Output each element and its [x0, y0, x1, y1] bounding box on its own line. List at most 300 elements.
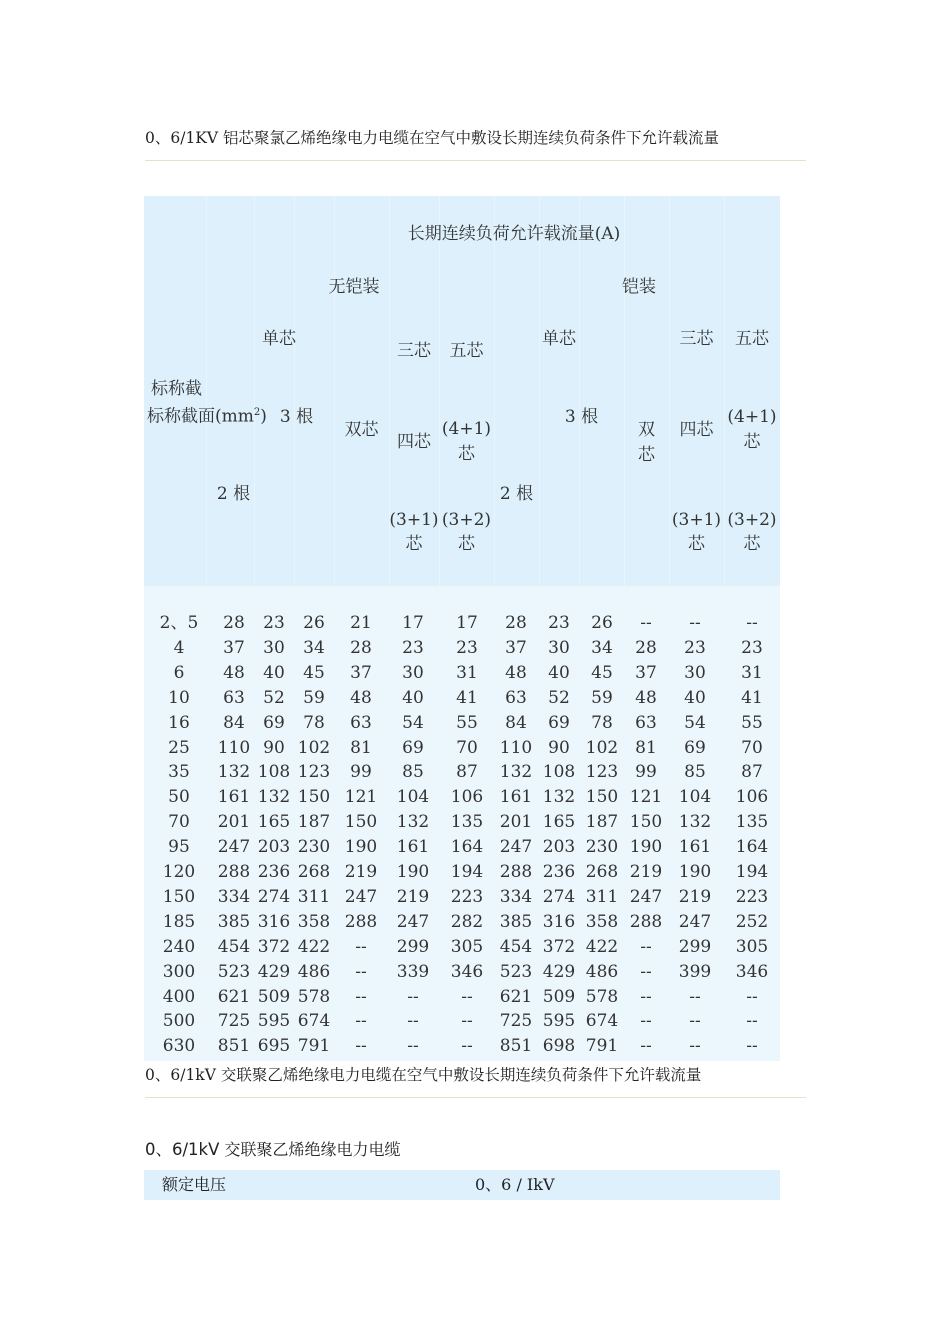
- table-cell: 23: [456, 637, 478, 658]
- header-single-core-armored: 单芯: [542, 329, 576, 349]
- table-cell: 135: [735, 812, 769, 833]
- table1-title: 0、6/1KV 铝芯聚氯乙烯绝缘电力电缆在空气中敷设长期连续负荷条件下允许载流量: [145, 129, 720, 147]
- table-cell: 21: [350, 613, 372, 633]
- table-cell: 422: [585, 936, 619, 957]
- table-cell: --: [640, 961, 652, 982]
- table-cell: --: [461, 1036, 473, 1057]
- header-main: 长期连续负荷允许载流量(A): [407, 224, 621, 244]
- table-cell: 509: [542, 986, 576, 1007]
- table-cell: --: [746, 613, 758, 633]
- table-cell: 135: [450, 812, 484, 833]
- table-cell: 399: [678, 961, 712, 982]
- table-cell: 161: [499, 787, 533, 808]
- cell-cross-section: 2、5: [159, 613, 199, 633]
- table-row: [144, 636, 780, 661]
- table-cell: 150: [297, 787, 331, 808]
- table-cell: 87: [456, 762, 478, 783]
- table-cell: --: [640, 1036, 652, 1057]
- table-cell: 725: [217, 1011, 251, 1032]
- table-cell: 190: [629, 837, 663, 858]
- table-cell: 70: [741, 737, 763, 758]
- table-cell: 84: [223, 712, 245, 733]
- table-cell: 791: [585, 1036, 619, 1057]
- table-cell: 422: [297, 936, 331, 957]
- table-row: [144, 611, 780, 636]
- table-cell: 523: [499, 961, 533, 982]
- table-cell: 621: [499, 986, 533, 1007]
- table-cell: 230: [297, 837, 331, 858]
- table-cell: 23: [263, 613, 285, 633]
- table-cell: 358: [585, 911, 619, 932]
- table-cell: 201: [217, 812, 251, 833]
- table-cell: 305: [735, 936, 769, 957]
- table-cell: 274: [542, 886, 576, 907]
- header-three-plus-one-armored: (3+1): [671, 510, 722, 530]
- table-cell: 23: [741, 637, 763, 658]
- table-cell: 55: [456, 712, 478, 733]
- table-cell: 358: [297, 911, 331, 932]
- table-cell: 791: [297, 1036, 331, 1057]
- table-cell: 247: [499, 837, 533, 858]
- table-cell: 247: [344, 886, 378, 907]
- column-divider: [294, 196, 295, 586]
- table-cell: 288: [499, 862, 533, 882]
- table-cell: 102: [297, 737, 331, 758]
- table-row: [144, 785, 780, 810]
- table-cell: --: [355, 1011, 367, 1032]
- table-cell: 99: [635, 762, 657, 783]
- cell-cross-section: 16: [168, 712, 190, 733]
- cell-cross-section: 6: [173, 662, 185, 683]
- table-cell: 132: [217, 762, 251, 783]
- table-cell: 486: [297, 961, 331, 982]
- table-cell: 385: [217, 911, 251, 932]
- table-cell: 132: [257, 787, 291, 808]
- table-cell: 63: [223, 687, 245, 708]
- table-cell: 37: [350, 662, 372, 683]
- column-divider: [539, 196, 540, 586]
- cell-cross-section: 10: [168, 687, 190, 708]
- table-cell: 63: [505, 687, 527, 708]
- table-cell: 203: [257, 837, 291, 858]
- table-cell: 59: [591, 687, 613, 708]
- table-cell: 108: [542, 762, 576, 783]
- table-cell: 236: [542, 862, 576, 882]
- table-cell: 851: [217, 1036, 251, 1057]
- table-cell: 104: [396, 787, 430, 808]
- table-cell: 45: [303, 662, 325, 683]
- table-cell: 247: [678, 911, 712, 932]
- cell-cross-section: 300: [162, 961, 196, 982]
- header-five-core-unarmored: 五芯: [449, 341, 484, 361]
- table-cell: 454: [499, 936, 533, 957]
- column-divider: [494, 196, 495, 586]
- section-title: 0、6/1kV 交联聚乙烯绝缘电力电缆: [145, 1140, 401, 1159]
- table-cell: 311: [585, 886, 619, 907]
- table-cell: 164: [735, 837, 769, 858]
- table-cell: 346: [450, 961, 484, 982]
- table-cell: 40: [684, 687, 706, 708]
- table-cell: 55: [741, 712, 763, 733]
- header-four-core-armored: 四芯: [679, 420, 714, 440]
- table-cell: 595: [542, 1011, 576, 1032]
- table-cell: 695: [257, 1036, 291, 1057]
- table-cell: 201: [499, 812, 533, 833]
- table-cell: 37: [635, 662, 657, 683]
- table-cell: 40: [548, 662, 570, 683]
- header-four-plus-one-core-unarmored: 芯: [458, 444, 475, 464]
- header-three-roots-armored: 3 根: [564, 407, 599, 427]
- table-cell: --: [355, 986, 367, 1007]
- header-two-roots-armored: 2 根: [499, 484, 534, 504]
- cell-cross-section: 500: [162, 1011, 196, 1032]
- table-cell: 34: [303, 637, 325, 658]
- table-cell: 190: [344, 837, 378, 858]
- cell-cross-section: 400: [162, 986, 196, 1007]
- table-cell: 78: [591, 712, 613, 733]
- table-cell: 725: [499, 1011, 533, 1032]
- table-cell: 851: [499, 1036, 533, 1057]
- table-cell: --: [461, 986, 473, 1007]
- table-cell: 268: [585, 862, 619, 882]
- table-cell: 165: [257, 812, 291, 833]
- header-three-plus-one-unarmored: (3+1): [389, 510, 439, 530]
- column-divider: [206, 196, 207, 586]
- table-row: [144, 935, 780, 960]
- rated-voltage-value: 0、6 / IkV: [475, 1175, 555, 1194]
- table-cell: 247: [629, 886, 663, 907]
- table-cell: 54: [684, 712, 706, 733]
- table-cell: --: [640, 1011, 652, 1032]
- table-cell: 578: [297, 986, 331, 1007]
- table-cell: --: [689, 1011, 701, 1032]
- table-cell: 311: [297, 886, 331, 907]
- table-cell: --: [407, 986, 419, 1007]
- table-cell: 236: [257, 862, 291, 882]
- table-cell: 621: [217, 986, 251, 1007]
- table-row: [144, 1009, 780, 1034]
- table-cell: 334: [217, 886, 251, 907]
- table-cell: 31: [741, 662, 763, 683]
- header-armored: 铠装: [622, 277, 656, 297]
- header-three-plus-two-core-unarmored: 芯: [458, 534, 475, 554]
- table-cell: 41: [456, 687, 478, 708]
- table-cell: 69: [402, 737, 424, 758]
- table-cell: 252: [735, 911, 769, 932]
- table-cell: 48: [505, 662, 527, 683]
- table-cell: 316: [257, 911, 291, 932]
- table-cell: 187: [585, 812, 619, 833]
- cell-cross-section: 185: [162, 911, 196, 932]
- table-cell: --: [746, 1011, 758, 1032]
- table-row: [144, 760, 780, 785]
- table-cell: 110: [499, 737, 533, 758]
- table-cell: 288: [344, 911, 378, 932]
- table-cell: 48: [350, 687, 372, 708]
- table-cell: 121: [629, 787, 663, 808]
- table-row: [144, 910, 780, 935]
- table-cell: 123: [297, 762, 331, 783]
- divider-top: [145, 160, 806, 161]
- table-cell: 110: [217, 737, 251, 758]
- table-row: [144, 711, 780, 736]
- table-cell: 37: [505, 637, 527, 658]
- table-cell: 69: [684, 737, 706, 758]
- table-cell: 190: [396, 862, 430, 882]
- table-cell: 268: [297, 862, 331, 882]
- header-four-plus-one-unarmored: (4+1): [441, 419, 492, 439]
- table-cell: 161: [217, 787, 251, 808]
- table-cell: 106: [735, 787, 769, 808]
- cell-cross-section: 70: [168, 812, 190, 833]
- table-cell: 45: [591, 662, 613, 683]
- table-cell: 247: [217, 837, 251, 858]
- table-row: [144, 736, 780, 761]
- table-cell: 223: [450, 886, 484, 907]
- table-cell: 299: [396, 936, 430, 957]
- table-cell: 63: [350, 712, 372, 733]
- table-row: [144, 885, 780, 910]
- table-cell: 305: [450, 936, 484, 957]
- table-cell: 523: [217, 961, 251, 982]
- table-cell: --: [355, 936, 367, 957]
- table-cell: 30: [402, 662, 424, 683]
- table-cell: 31: [456, 662, 478, 683]
- table-cell: 23: [548, 613, 570, 633]
- cell-cross-section: 120: [162, 862, 196, 882]
- column-divider: [254, 196, 255, 586]
- table-cell: --: [689, 986, 701, 1007]
- table-cell: 429: [257, 961, 291, 982]
- table-cell: 40: [402, 687, 424, 708]
- header-twin-core-armored-2: 芯: [638, 445, 655, 465]
- table-cell: 28: [505, 613, 527, 633]
- table-cell: 219: [678, 886, 712, 907]
- table-row: [144, 686, 780, 711]
- table-cell: --: [355, 961, 367, 982]
- table-cell: 26: [303, 613, 325, 633]
- table-cell: 372: [542, 936, 576, 957]
- table-cell: 165: [542, 812, 576, 833]
- table-cell: 486: [585, 961, 619, 982]
- divider-bottom: [145, 1097, 806, 1098]
- table-cell: 288: [629, 911, 663, 932]
- table-row: [144, 860, 780, 885]
- table-cell: 17: [456, 613, 478, 633]
- header-three-plus-one-core-unarmored: 芯: [405, 534, 423, 554]
- table-cell: 37: [223, 637, 245, 658]
- table-cell: 161: [396, 837, 430, 858]
- table-cell: 194: [735, 862, 769, 882]
- table-cell: --: [407, 1011, 419, 1032]
- header-twin-core-unarmored: 双芯: [344, 420, 379, 440]
- cell-cross-section: 25: [168, 737, 190, 758]
- table-cell: 104: [678, 787, 712, 808]
- table-cell: 23: [402, 637, 424, 658]
- table-cell: 372: [257, 936, 291, 957]
- table-cell: 334: [499, 886, 533, 907]
- header-three-core-unarmored: 三芯: [397, 341, 431, 361]
- table-cell: 299: [678, 936, 712, 957]
- table-cell: 194: [450, 862, 484, 882]
- table-cell: 164: [450, 837, 484, 858]
- table-cell: 698: [542, 1036, 576, 1057]
- table-cell: 346: [735, 961, 769, 982]
- table-cell: 132: [542, 787, 576, 808]
- table-row: [144, 960, 780, 985]
- table-cell: 132: [499, 762, 533, 783]
- header-two-roots-unarmored: 2 根: [216, 484, 251, 504]
- table-cell: 30: [548, 637, 570, 658]
- table-cell: 70: [456, 737, 478, 758]
- table-cell: 161: [678, 837, 712, 858]
- cell-cross-section: 95: [168, 837, 190, 858]
- table-cell: 247: [396, 911, 430, 932]
- header-three-plus-two-core-armored: 芯: [743, 534, 761, 554]
- table-cell: 41: [741, 687, 763, 708]
- table-cell: 187: [297, 812, 331, 833]
- table-cell: 90: [263, 737, 285, 758]
- table-cell: 63: [635, 712, 657, 733]
- table-caption: 0、6/1kV 交联聚乙烯绝缘电力电缆在空气中敷设长期连续负荷条件下允许载流量: [145, 1066, 702, 1084]
- table-cell: 595: [257, 1011, 291, 1032]
- table-cell: 219: [344, 862, 378, 882]
- table-cell: 123: [585, 762, 619, 783]
- table-row: [144, 661, 780, 686]
- table-cell: 52: [263, 687, 285, 708]
- table-cell: 230: [585, 837, 619, 858]
- cell-cross-section: 4: [173, 637, 185, 658]
- table-cell: --: [407, 1036, 419, 1057]
- header-section-1: 标称截: [151, 379, 202, 399]
- header-three-core-armored: 三芯: [679, 329, 714, 349]
- column-divider: [579, 196, 580, 586]
- table-cell: 34: [591, 637, 613, 658]
- table-cell: 203: [542, 837, 576, 858]
- cell-cross-section: 35: [168, 762, 190, 783]
- table-cell: 84: [505, 712, 527, 733]
- table-cell: 274: [257, 886, 291, 907]
- table-cell: 282: [450, 911, 484, 932]
- table-cell: 85: [402, 762, 424, 783]
- table-cell: 150: [585, 787, 619, 808]
- cell-cross-section: 50: [168, 787, 190, 808]
- cell-cross-section: 240: [162, 936, 196, 957]
- table-cell: 28: [350, 637, 372, 658]
- table-row: [144, 835, 780, 860]
- table-cell: 40: [263, 662, 285, 683]
- table-cell: 288: [217, 862, 251, 882]
- table-cell: 509: [257, 986, 291, 1007]
- header-three-roots-unarmored: 3 根: [279, 407, 314, 427]
- table-cell: --: [689, 613, 701, 633]
- table-cell: 132: [678, 812, 712, 833]
- table-cell: 106: [450, 787, 484, 808]
- table-cell: 150: [344, 812, 378, 833]
- table-cell: 17: [402, 613, 424, 633]
- header-three-plus-two-unarmored: (3+2): [441, 510, 492, 530]
- table-cell: 99: [350, 762, 372, 783]
- table-cell: 52: [548, 687, 570, 708]
- table-cell: 30: [684, 662, 706, 683]
- header-three-plus-one-core-armored: 芯: [688, 534, 705, 554]
- table-cell: 23: [684, 637, 706, 658]
- rated-voltage-row: [144, 1170, 780, 1200]
- table-cell: 81: [635, 737, 657, 758]
- column-divider: [334, 196, 335, 586]
- table-header: [144, 196, 780, 586]
- table-cell: 28: [223, 613, 245, 633]
- table-row: [144, 985, 780, 1010]
- table-cell: 190: [678, 862, 712, 882]
- table-cell: 132: [396, 812, 430, 833]
- table-cell: 48: [635, 687, 657, 708]
- table-cell: --: [640, 986, 652, 1007]
- table-cell: 223: [735, 886, 769, 907]
- column-divider: [624, 196, 625, 586]
- table-cell: --: [746, 986, 758, 1007]
- table-cell: --: [746, 1036, 758, 1057]
- header-four-core-unarmored: 四芯: [397, 432, 431, 452]
- rated-voltage-label: 额定电压: [162, 1175, 227, 1194]
- table-cell: 454: [217, 936, 251, 957]
- table-cell: 30: [263, 637, 285, 658]
- table-cell: 28: [635, 637, 657, 658]
- table-cell: 316: [542, 911, 576, 932]
- table-cell: 90: [548, 737, 570, 758]
- cell-cross-section: 630: [162, 1036, 196, 1057]
- table-cell: 26: [591, 613, 613, 633]
- table-cell: 674: [297, 1011, 331, 1032]
- table-cell: 69: [548, 712, 570, 733]
- header-single-core-unarmored: 单芯: [262, 329, 296, 349]
- header-unarmored: 无铠装: [328, 277, 380, 297]
- table-cell: 81: [350, 737, 372, 758]
- table-cell: --: [640, 936, 652, 957]
- table-cell: 339: [396, 961, 430, 982]
- table-cell: 385: [499, 911, 533, 932]
- table-cell: --: [640, 613, 652, 633]
- table-cell: 69: [263, 712, 285, 733]
- cell-cross-section: 150: [162, 886, 196, 907]
- table-cell: 219: [629, 862, 663, 882]
- table-cell: 87: [741, 762, 763, 783]
- header-four-plus-one-armored: (4+1): [727, 407, 777, 427]
- table-cell: 85: [684, 762, 706, 783]
- table-cell: 54: [402, 712, 424, 733]
- table-row: [144, 1034, 780, 1059]
- table-cell: 48: [223, 662, 245, 683]
- table-cell: 674: [585, 1011, 619, 1032]
- header-twin-core-armored-1: 双: [638, 420, 655, 440]
- table-row: [144, 810, 780, 835]
- table-cell: --: [461, 1011, 473, 1032]
- table-cell: --: [355, 1036, 367, 1057]
- table-cell: 578: [585, 986, 619, 1007]
- table-cell: 150: [629, 812, 663, 833]
- table-cell: --: [689, 1036, 701, 1057]
- table-cell: 219: [396, 886, 430, 907]
- header-three-plus-two-armored: (3+2): [727, 510, 777, 530]
- table-cell: 78: [303, 712, 325, 733]
- table-cell: 108: [257, 762, 291, 783]
- header-four-plus-one-core-armored: 芯: [743, 432, 761, 452]
- table-cell: 102: [585, 737, 619, 758]
- ampacity-table: [144, 196, 780, 1061]
- table-cell: 429: [542, 961, 576, 982]
- table-cell: 121: [344, 787, 378, 808]
- header-section-2: 标称截面$(mm^2)$: [147, 406, 267, 427]
